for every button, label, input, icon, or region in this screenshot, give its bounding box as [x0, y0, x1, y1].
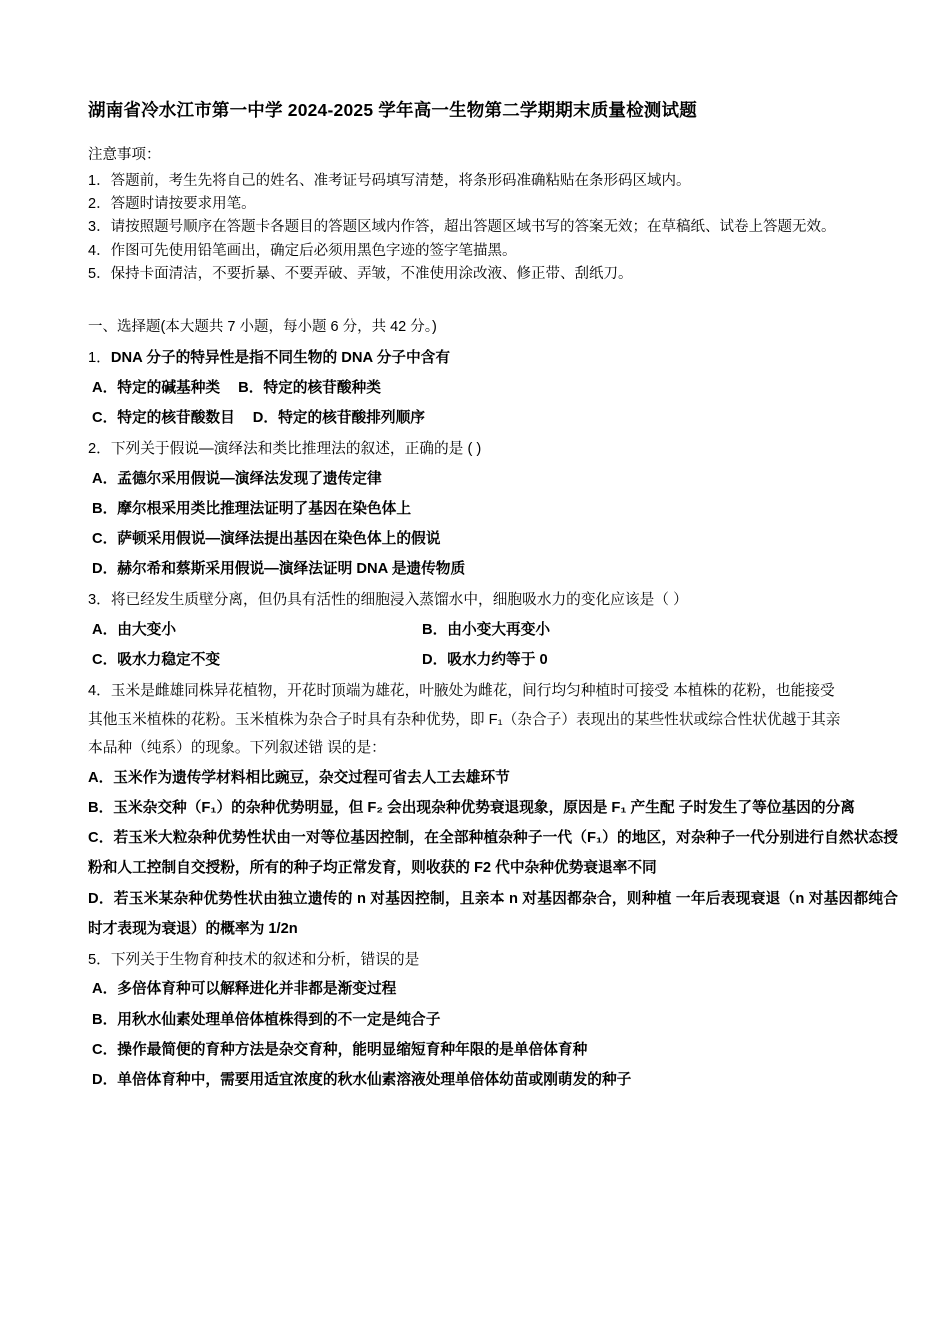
question-3-option-b: B．由小变大再变小 — [422, 621, 551, 638]
question-3-text: 将已经发生质壁分离，但仍具有活性的细胞浸入蒸馏水中，细胞吸水力的变化应该是（ ） — [110, 592, 688, 609]
notice-item: 3．请按照题号顺序在答题卡各题目的答题区域内作答，超出答题区域书写的答案无效；在草稿纸、试卷上答题无效。 — [88, 219, 836, 236]
question-3-options-row-2 — [88, 645, 898, 675]
question-2-option-b: B．摩尔根采用类比推理法证明了基因在染色体上 — [92, 500, 412, 517]
notice-item: 2．答题时请按要求用笔。 — [88, 195, 256, 212]
question-4-option-c: C．若玉米大粒杂种优势性状由一对等位基因控制，在全部种植杂种子一代（F₁）的地区，对杂种子一代分别进行自然状态授粉和人工控制自交授粉，所有的种子均正常发育，则收获的 F2 代中杂种优势衰退率不同 — [88, 830, 898, 877]
question-5-option-c: C．操作最简便的育种方法是杂交育种，能明显缩短育种年限的是单倍体育种 — [92, 1041, 588, 1058]
notice-item: 4．作图可先使用铅笔画出，确定后必须用黑色字迹的签字笔描黑。 — [88, 242, 517, 259]
question-3-option-a: A．由大变小 — [92, 621, 177, 638]
notice-item: 5．保持卡面清洁，不要折暴、不要弄破、弄皱，不准使用涂改液、修正带、刮纸刀。 — [88, 266, 633, 283]
question-5-option-a: A．多倍体育种可以解释进化并非都是渐变过程 — [92, 981, 397, 998]
question-4-number: 4． — [88, 683, 111, 700]
question-1-options-row-1 — [88, 373, 898, 403]
notice-list — [88, 170, 898, 287]
question-4-option-a: A．玉米作为遗传学材料相比豌豆，杂交过程可省去人工去雄环节 — [88, 769, 510, 786]
question-4-stem-line-1 — [88, 677, 898, 706]
question-5 — [88, 946, 898, 1095]
question-5-option-d: D．单倍体育种中，需要用适宜浓度的秋水仙素溶液处理单倍体幼苗或刚萌发的种子 — [92, 1071, 632, 1088]
question-1-option-b: B．特定的核苷酸种类 — [238, 379, 381, 396]
question-1-option-c: C．特定的核苷酸数目 — [92, 409, 235, 426]
question-2-stem — [88, 435, 898, 464]
question-4-option-d: D．若玉米某杂种优势性状由独立遗传的 n 对基因控制，且亲本 n 对基因都杂合，则种植 一年后表现衰退（n 对基因都纯合时才表现为衰退）的概率为 1/2n — [88, 890, 898, 937]
question-2-option-d: D．赫尔希和蔡斯采用假说—演绎法证明 DNA 是遗传物质 — [92, 560, 466, 577]
question-1-stem — [88, 344, 898, 373]
question-2-option-a: A．孟德尔采用假说—演绎法发现了遗传定律 — [92, 470, 382, 487]
section-heading: 一、选择题(本大题共 7 小题，每小题 6 分，共 42 分。) — [88, 318, 437, 335]
page-title: 湖南省冷水江市第一中学 2024-2025 学年高一生物第二学期期末质量检测试题 — [88, 100, 697, 120]
question-4-stem-line-2: 其他玉米植株的花粉。玉米植株为杂合子时具有杂种优势，即 F₁（杂合子）表现出的某些性状或综合性状优越于其亲 — [88, 711, 841, 728]
question-1-text: DNA 分子的特异性是指不同生物的 DNA 分子中含有 — [110, 349, 451, 366]
question-3-option-c: C．吸水力稳定不变 — [92, 651, 221, 668]
question-5-option-b: B．用秋水仙素处理单倍体植株得到的不一定是纯合子 — [92, 1011, 441, 1028]
notice-heading: 注意事项： — [88, 146, 161, 163]
question-4-option-b: B．玉米杂交种（F₁）的杂种优势明显，但 F₂ 会出现杂种优势衰退现象，原因是 F₁ 产生配 子时发生了等位基因的分离 — [88, 800, 855, 817]
question-2 — [88, 435, 898, 584]
question-2-text: 下列关于假说—演绎法和类比推理法的叙述，正确的是 ( ) — [110, 440, 482, 457]
question-1-options-row-2 — [88, 403, 898, 433]
question-1-option-a: A．特定的碱基种类 — [92, 379, 221, 396]
question-4-text-1: 玉米是雌雄同株异花植物，开花时顶端为雄花，叶腋处为雌花，间行均匀种植时可接受 本植株的花粉，也能接受 — [110, 683, 835, 700]
question-3-options-row-1 — [88, 615, 898, 645]
question-2-option-c: C．萨顿采用假说—演绎法提出基因在染色体上的假说 — [92, 530, 441, 547]
question-1-option-d: D．特定的核苷酸排列顺序 — [252, 409, 425, 426]
question-4-stem-line-3: 本品种（纯系）的现象。下列叙述错 误的是： — [88, 740, 386, 757]
question-3 — [88, 586, 898, 675]
question-3-stem — [88, 586, 898, 615]
question-5-text: 下列关于生物育种技术的叙述和分析，错误的是 — [110, 951, 420, 968]
question-3-option-d: D．吸水力约等于 0 — [422, 651, 548, 668]
question-5-number: 5． — [88, 951, 111, 968]
question-1-number: 1． — [88, 349, 111, 366]
question-2-number: 2． — [88, 440, 111, 457]
question-4 — [88, 677, 898, 944]
question-3-number: 3． — [88, 592, 111, 609]
notice-item: 1．答题前，考生先将自己的姓名、准考证号码填写清楚，将条形码准确粘贴在条形码区域内。 — [88, 172, 691, 189]
question-5-stem — [88, 946, 898, 975]
question-1 — [88, 344, 898, 433]
